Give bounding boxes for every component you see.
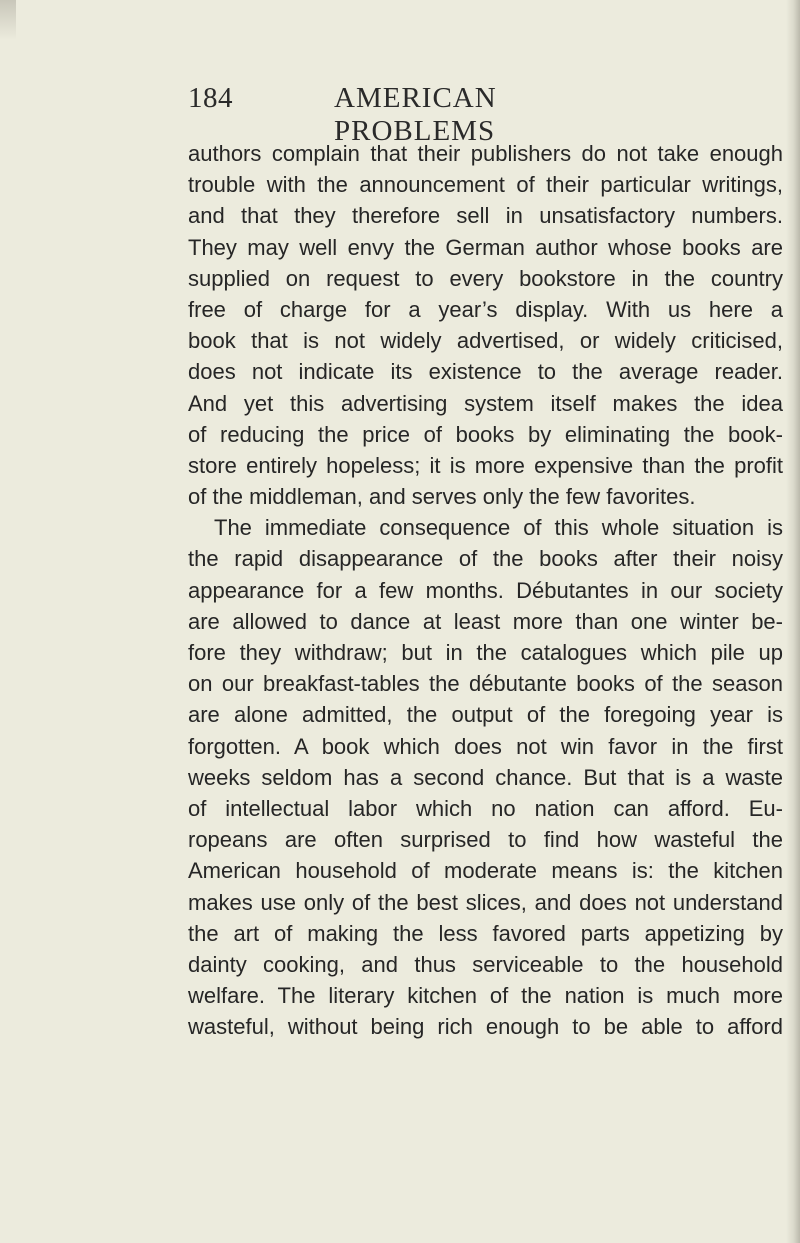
- text-line: ropeans are often surprised to find how wasteful the: [188, 827, 783, 853]
- text-line: makes use only of the best slices, and does not understand: [188, 889, 783, 915]
- text-line: The immediate consequence of this whole situation is: [214, 515, 783, 541]
- page-number: 184: [188, 82, 233, 114]
- text-line: American household of moderate means is: the kitchen: [188, 858, 783, 884]
- text-line: book that is not widely advertised, or widely criticised,: [188, 328, 783, 354]
- text-line: dainty cooking, and thus serviceable to the household: [188, 951, 783, 977]
- text-line: weeks seldom has a second chance. But that is a waste: [188, 764, 783, 790]
- text-line: store entirely hopeless; it is more expensive than the profit: [188, 452, 783, 478]
- text-line: forgotten. A book which does not win favor in the first: [188, 733, 783, 759]
- page-edge-shadow-right: [786, 0, 800, 1243]
- text-line: on our breakfast-tables the débutante books of the season: [188, 671, 783, 697]
- page-edge-shadow-left: [0, 0, 16, 40]
- text-line: authors complain that their publishers do not take enough: [188, 141, 783, 166]
- running-head: [188, 82, 633, 147]
- text-line: supplied on request to every bookstore in the country: [188, 265, 783, 291]
- text-line: does not indicate its existence to the average reader.: [188, 359, 783, 385]
- text-line: the rapid disappearance of the books after their noisy: [188, 546, 783, 572]
- text-line: wasteful, without being rich enough to be able to afford: [188, 1014, 783, 1040]
- text-line: fore they withdraw; but in the catalogues which pile up: [188, 640, 783, 665]
- text-line: of intellectual labor which no nation can afford. Eu-: [188, 795, 783, 821]
- text-line: trouble with the announcement of their particular writings,: [188, 172, 783, 198]
- text-line: are allowed to dance at least more than one winter be-: [188, 608, 783, 634]
- text-line: And yet this advertising system itself makes the idea: [188, 390, 783, 416]
- text-line: and that they therefore sell in unsatisfactory numbers.: [188, 203, 783, 229]
- text-line: of the middleman, and serves only the few favorites.: [188, 484, 696, 510]
- running-title: AMERICAN PROBLEMS: [334, 82, 497, 147]
- text-line: welfare. The literary kitchen of the nation is much more: [188, 983, 783, 1009]
- text-line: free of charge for a year’s display. With us here a: [188, 296, 783, 322]
- text-line: the art of making the less favored parts appetizing by: [188, 920, 783, 946]
- text-line: They may well envy the German author whose books are: [188, 234, 783, 260]
- text-line: are alone admitted, the output of the foregoing year is: [188, 702, 783, 728]
- text-line: appearance for a few months. Débutantes in our society: [188, 577, 783, 603]
- body-text: [188, 138, 783, 1042]
- text-line: of reducing the price of books by eliminating the book-: [188, 421, 783, 447]
